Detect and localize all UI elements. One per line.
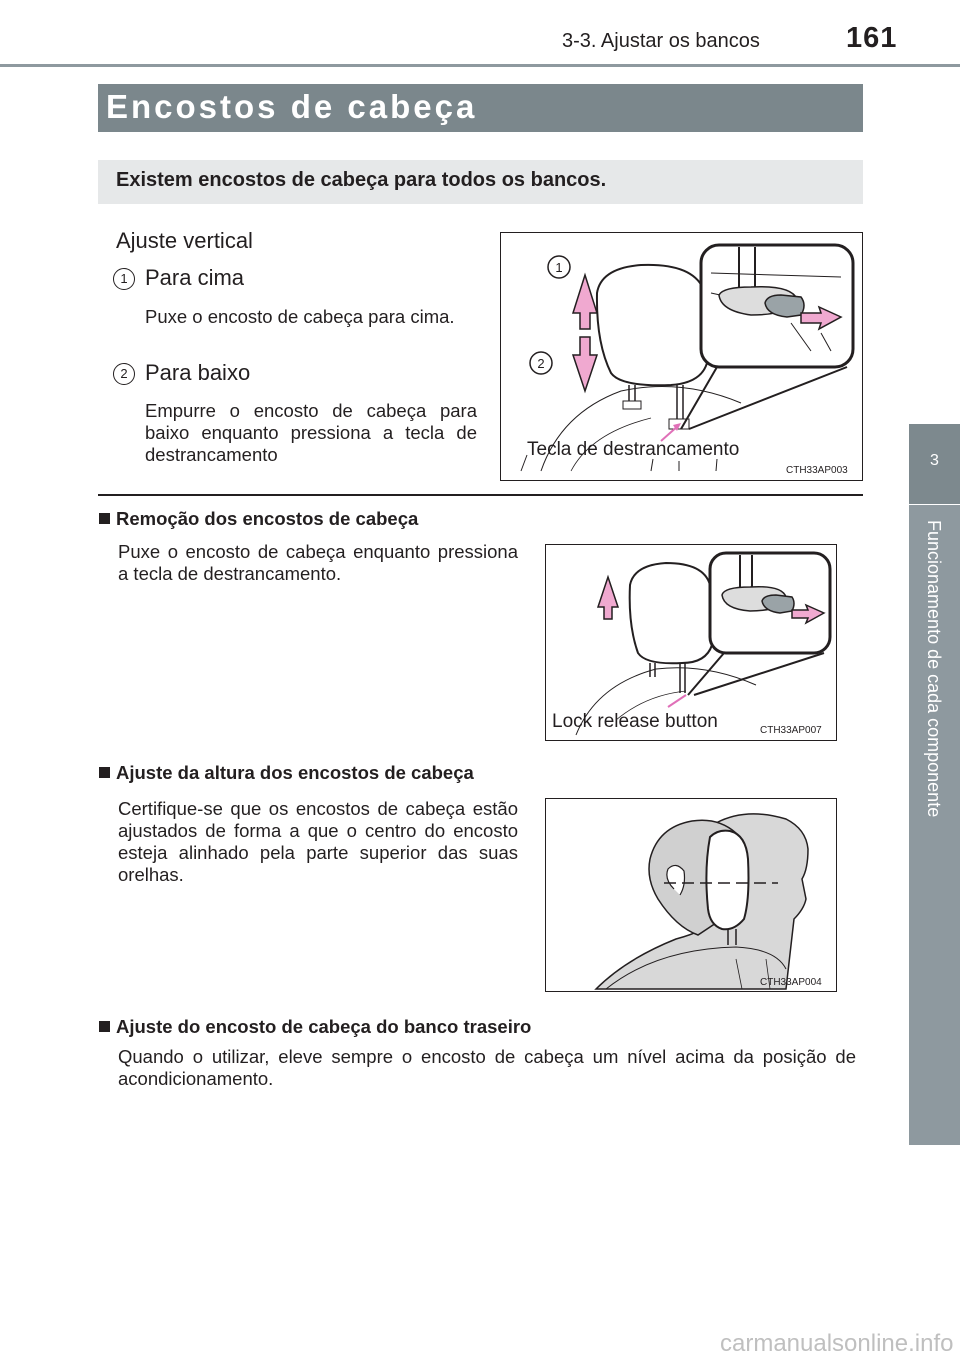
step-text-1: Puxe o encosto de cabeça para cima. <box>145 306 455 327</box>
footer-watermark: carmanualsonline.info <box>720 1330 954 1357</box>
figure-code: CTH33AP007 <box>760 725 822 736</box>
page-title: Encostos de cabeça <box>106 88 478 125</box>
chapter-number: 3 <box>930 452 939 469</box>
section-divider <box>98 494 863 496</box>
down-arrow-icon <box>573 337 597 391</box>
figure-height <box>545 798 837 992</box>
section-text-height: Certifique-se que os encostos de cabeça estão ajustados de forma a que o centro do encosto esteja alinhado pela parte superior das suas orelhas. <box>118 798 518 885</box>
step-title-2: Para baixo <box>145 360 251 385</box>
page-number: 161 <box>846 22 898 54</box>
up-arrow-icon <box>598 577 618 619</box>
section-text-rear: Quando o utilizar, eleve sempre o encosto de cabeça um nível acima da posição de acondicionamento. <box>118 1046 856 1089</box>
section-heading-removal: Remoção dos encostos de cabeça <box>99 508 418 530</box>
figure-removal <box>545 544 837 741</box>
figure-label-unlock-key: Tecla de destrancamento <box>527 439 740 460</box>
section-heading-height: Ajuste da altura dos encostos de cabeça <box>99 762 474 784</box>
header-rule <box>0 64 960 67</box>
up-arrow-icon <box>573 275 597 329</box>
step-title-1: Para cima <box>145 265 245 290</box>
section-text-removal: Puxe o encosto de cabeça enquanto pressiona a tecla de destrancamento. <box>118 541 518 584</box>
bullet-square-icon <box>99 513 110 524</box>
step-text-2: Empurre o encosto de cabeça para baixo enquanto pressiona a tecla de destrancamento <box>145 400 477 465</box>
subtitle: Existem encostos de cabeça para todos os bancos. <box>116 169 607 191</box>
figure-label-lock-release: Lock release button <box>552 711 718 732</box>
section-breadcrumb: 3-3. Ajustar os bancos <box>562 30 760 52</box>
svg-text:2: 2 <box>537 356 545 371</box>
section-heading-rear: Ajuste do encosto de cabeça do banco traseiro <box>99 1016 531 1038</box>
vertical-adjust-heading: Ajuste vertical <box>116 228 253 253</box>
figure-vertical-adjust <box>500 232 863 481</box>
step-number-1: 1 <box>113 268 135 290</box>
svg-text:1: 1 <box>555 260 563 275</box>
figure-code: CTH33AP003 <box>786 465 848 476</box>
head-alignment-illustration <box>546 799 838 993</box>
figure-code: CTH33AP004 <box>760 977 822 988</box>
step-number-2: 2 <box>113 363 135 385</box>
bullet-square-icon <box>99 1021 110 1032</box>
bullet-square-icon <box>99 767 110 778</box>
